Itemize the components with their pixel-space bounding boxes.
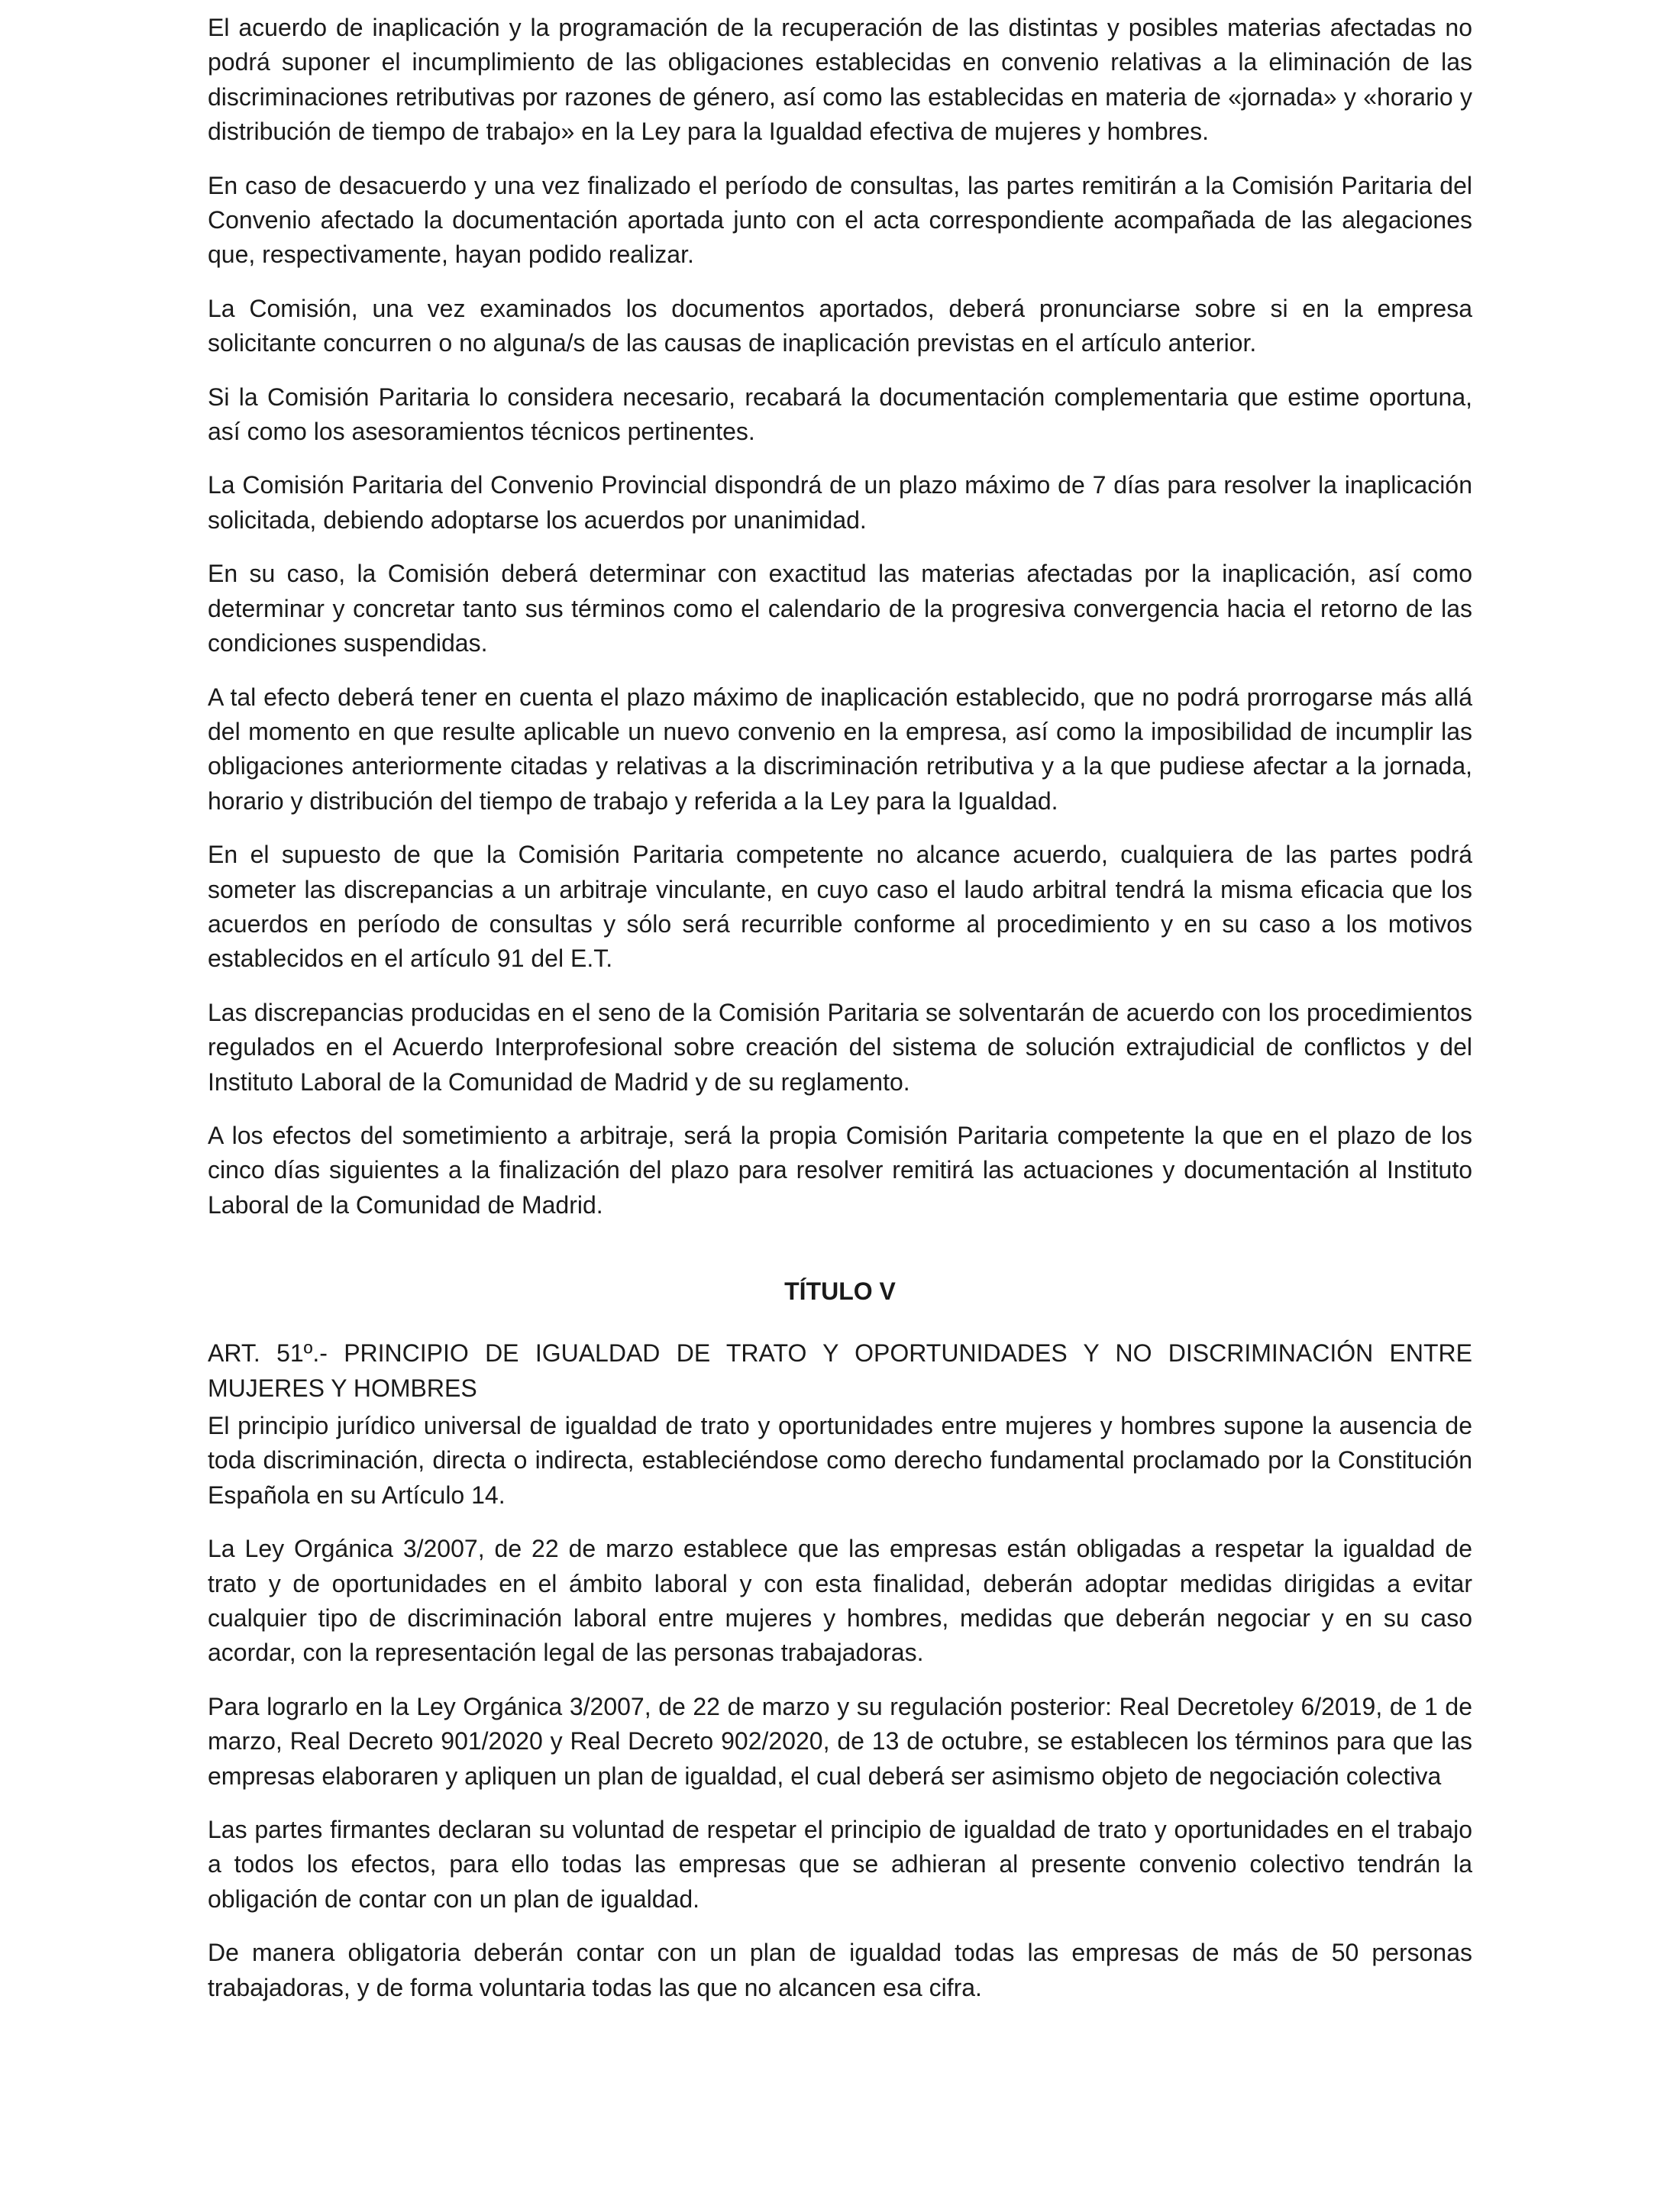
paragraph: El acuerdo de inaplicación y la programación de la recuperación de las distintas y posibles materias afectadas no podrá suponer el incumplimiento de las obligaciones establecidas en convenio relativas a la eliminación de las discriminaciones retributivas por razones de género, así como las establecidas en materia de «jornada» y «horario y distribución de tiempo de trabajo» en la Ley para la Igualdad efectiva de mujeres y hombres. (208, 14, 1472, 146)
paragraph: En caso de desacuerdo y una vez finalizado el período de consultas, las partes remitirán a la Comisión Paritaria del Convenio afectado la documentación aportada junto con el acta correspondiente acompañada de las alegaciones que, respectivamente, hayan podido realizar. (208, 171, 1472, 269)
paragraph: De manera obligatoria deberán contar con un plan de igualdad todas las empresas de más de 50 personas trabajadoras, y de forma voluntaria todas las que no alcancen esa cifra. (208, 1939, 1472, 2001)
paragraph: A los efectos del sometimiento a arbitraje, será la propia Comisión Paritaria competente la que en el plazo de los cinco días siguientes a la finalización del plazo para resolver remitirá las actuaciones y documentación al Instituto Laboral de la Comunidad de Madrid. (208, 1121, 1472, 1219)
paragraph: En su caso, la Comisión deberá determinar con exactitud las materias afectadas por la inaplicación, así como determinar y concretar tanto sus términos como el calendario de la progresiva convergencia hacia el retorno de las condiciones suspendidas. (208, 560, 1472, 657)
paragraph: La Ley Orgánica 3/2007, de 22 de marzo establece que las empresas están obligadas a respetar la igualdad de trato y de oportunidades en el ámbito laboral y con esta finalidad, deberán adoptar medidas dirigidas a evitar cualquier tipo de discriminación laboral entre mujeres y hombres, medidas que deberán negociar y en su caso acordar, con la representación legal de las personas trabajadoras. (208, 1535, 1472, 1667)
paragraph: En el supuesto de que la Comisión Paritaria competente no alcance acuerdo, cualquiera de las partes podrá someter las discrepancias a un arbitraje vinculante, en cuyo caso el laudo arbitral tendrá la misma eficacia que los acuerdos en período de consultas y sólo será recurrible conforme al procedimiento y en su caso a los motivos establecidos en el artículo 91 del E.T. (208, 841, 1472, 973)
paragraph: Si la Comisión Paritaria lo considera necesario, recabará la documentación complementaria que estime oportuna, así como los asesoramientos técnicos pertinentes. (208, 383, 1472, 446)
paragraph: Las discrepancias producidas en el seno de la Comisión Paritaria se solventarán de acuerdo con los procedimientos regulados en el Acuerdo Interprofesional sobre creación del sistema de solución extrajudicial de conflictos y del Instituto Laboral de la Comunidad de Madrid y de su reglamento. (208, 998, 1472, 1096)
document-page (208, 11, 1472, 2024)
paragraph: El principio jurídico universal de igualdad de trato y oportunidades entre mujeres y hombres supone la ausencia de toda discriminación, directa o indirecta, estableciéndose como derecho fundamental proclamado por la Constitución Española en su Artículo 14. (208, 1412, 1472, 1509)
paragraph: Las partes firmantes declaran su voluntad de respetar el principio de igualdad de trato y oportunidades en el trabajo a todos los efectos, para ello todas las empresas que se adhieran al presente convenio colectivo tendrán la obligación de contar con un plan de igualdad. (208, 1816, 1472, 1913)
paragraph: Para lograrlo en la Ley Orgánica 3/2007, de 22 de marzo y su regulación posterior: Real Decretoley 6/2019, de 1 de marzo, Real Decreto 901/2020 y Real Decreto 902/2020, de 13 de octubre, se establecen los términos para que las empresas elaboraren y apliquen un plan de igualdad, el cual deberá ser asimismo objeto de negociación colectiva (208, 1692, 1472, 1790)
paragraph: La Comisión Paritaria del Convenio Provincial dispondrá de un plazo máximo de 7 días para resolver la inaplicación solicitada, debiendo adoptarse los acuerdos por unanimidad. (208, 471, 1472, 534)
article-heading: ART. 51º.- PRINCIPIO DE IGUALDAD DE TRATO Y OPORTUNIDADES Y NO DISCRIMINACIÓN ENTRE MUJERES Y HOMBRES (208, 1339, 1472, 1402)
paragraph: A tal efecto deberá tener en cuenta el plazo máximo de inaplicación establecido, que no podrá prorrogarse más allá del momento en que resulte aplicable un nuevo convenio en la empresa, así como la imposibilidad de incumplir las obligaciones anteriormente citadas y relativas a la discriminación retributiva y a la que pudiese afectar a la jornada, horario y distribución del tiempo de trabajo y referida a la Ley para la Igualdad. (208, 683, 1472, 815)
paragraph: La Comisión, una vez examinados los documentos aportados, deberá pronunciarse sobre si en la empresa solicitante concurren o no alguna/s de las causas de inaplicación previstas en el artículo anterior. (208, 294, 1472, 357)
section-title: TÍTULO V (784, 1277, 896, 1306)
